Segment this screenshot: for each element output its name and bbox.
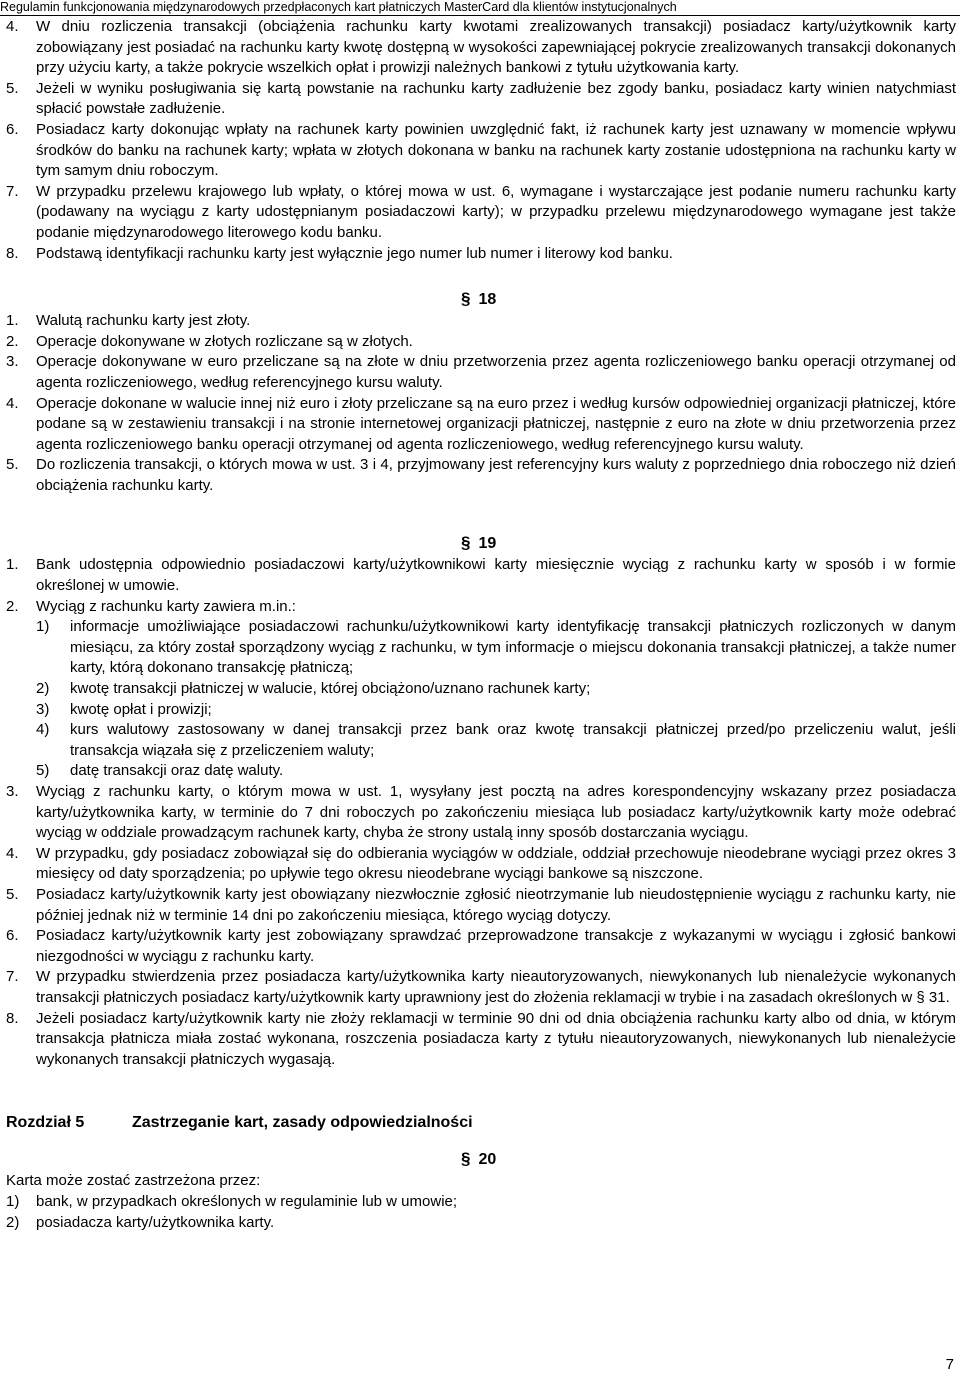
item-text: Do rozliczenia transakcji, o których mowa w ust. 3 i 4, przyjmowany jest referencyjny kurs waluty z poprzedniego dnia roboczego niż dzień obciążenia rachunku karty.	[36, 456, 956, 494]
item-text: W przypadku, gdy posiadacz zobowiązał się do odbierania wyciągów w oddziale, oddział przechowuje nieodebrane wyciągi przez okres 3 miesięcy od daty sporządzenia; po upływie tego okresu nieodebrane wyciągi bankowe są niszczone.	[36, 844, 956, 883]
item-text: Operacje dokonywane w euro przeliczane są na złote w dniu przetworzenia przez agenta rozliczeniowego banku operacji otrzymanej od agenta rozliczeniowego, według referencyjnego kursu waluty.	[36, 353, 956, 391]
list-item	[6, 182, 956, 244]
section-number: 18	[478, 291, 497, 309]
chapter-title: Zastrzeganie kart, zasady odpowiedzialności	[132, 1114, 473, 1132]
item-number: 2.	[6, 597, 19, 615]
item-number: 1)	[6, 1192, 20, 1210]
sub-list-item	[6, 700, 956, 721]
item-number: 6.	[6, 927, 19, 945]
running-header: Regulamin funkcjonowania międzynarodowych przedpłaconych kart płatniczych MasterCard dla klientów instytucjonalnych	[0, 0, 960, 16]
item-text: Posiadacz karty dokonując wpłaty na rachunek karty powinien uwzględnić fakt, iż rachunek karty jest uznawany w momencie wpływu środków do banku na rachunek karty; wpłata w złotych dokonana w banku na rachunek karty zostanie udostępniona na rachunku karty w tym samym dniu roboczym.	[36, 120, 956, 180]
item-text: Posiadacz karty/użytkownik karty jest zobowiązany sprawdzać przeprowadzone transakcje z wykazanymi w wyciągu i zgłosić bankowi niezgodności w wyciągu z rachunku karty.	[36, 927, 956, 965]
list-item	[6, 244, 956, 265]
item-number: 8.	[6, 1009, 19, 1027]
section-symbol: §	[461, 289, 471, 309]
item-number: 2.	[6, 332, 19, 350]
item-text: datę transakcji oraz datę waluty.	[70, 762, 284, 780]
list-item	[6, 394, 956, 456]
item-number: 1.	[6, 556, 19, 574]
section-heading	[6, 532, 956, 555]
item-number: 3.	[6, 353, 19, 371]
list-item	[6, 555, 956, 596]
item-number: 6.	[6, 120, 19, 138]
list-item	[6, 1009, 956, 1071]
list-item	[6, 1213, 956, 1234]
item-text: Bank udostępnia odpowiednio posiadaczowi karty/użytkownikowi karty miesięcznie wyciąg z rachunku karty w sposób i w formie określonej w umowie.	[36, 556, 956, 595]
list-item	[6, 597, 956, 618]
item-text: kwotę transakcji płatniczej w walucie, której obciążono/uznano rachunek karty;	[70, 680, 591, 698]
item-number: 1)	[36, 618, 50, 636]
item-text: kwotę opłat i prowizji;	[70, 700, 212, 718]
list-item	[6, 782, 956, 844]
section-20	[6, 1148, 956, 1233]
item-number: 7.	[6, 182, 19, 200]
item-number: 3)	[36, 700, 50, 718]
item-number: 4.	[6, 18, 19, 35]
document-body	[6, 17, 956, 1233]
item-text: Jeżeli posiadacz karty/użytkownik karty nie złoży reklamacji w terminie 90 dni od dnia obciążenia rachunku karty albo od dnia, w którym transakcja płatnicza miała zostać wykonana, roszczenia posiadacza karty z tytułu nieautoryzowanych, niewykonanych lub nienależycie wykonanych transakcji płatniczych wygasają.	[36, 1009, 956, 1068]
list-item	[6, 79, 956, 120]
section-intro: Karta może zostać zastrzeżona przez:	[6, 1172, 261, 1190]
item-text: bank, w przypadkach określonych w regulaminie lub w umowie;	[36, 1192, 458, 1210]
item-number: 5.	[6, 456, 19, 474]
section-heading	[6, 1148, 956, 1171]
item-text: kurs walutowy zastosowany w danej transakcji przez bank oraz kwotę transakcji płatniczej przed/po przeliczeniu walut, jeśli transakcja wiązała się z przeliczeniem waluty;	[70, 721, 956, 759]
item-number: 5.	[6, 79, 19, 97]
item-text: Wyciąg z rachunku karty, o którym mowa w ust. 1, wysyłany jest pocztą na adres korespondencyjny wskazany przez posiadacza karty/użytkownika karty, w terminie do 7 dni roboczych po zakończeniu miesiąca lub posiadacz karty/użytkownik karty może odebrać wyciąg w oddziale prowadzącym rachunek karty, chyba że strony ustalą inny sposób dostarczania wyciągu.	[36, 783, 956, 842]
item-text: posiadacza karty/użytkownika karty.	[36, 1213, 275, 1231]
section-18	[6, 288, 956, 496]
item-text: Wyciąg z rachunku karty zawiera m.in.:	[36, 597, 296, 615]
sub-list-item	[6, 761, 956, 782]
item-text: Operacje dokonane w walucie innej niż euro i złoty przeliczane są na euro przez i według kursów odpowiedniej organizacji płatniczej, które podane są w zestawieniu transakcji i na stronie internetowej organizacji płatniczej, następnie z euro na złote w dniu przetworzenia przez agenta rozliczeniowego banku operacji otrzymanej od agenta rozliczeniowego, według referencyjnego kursu waluty.	[36, 394, 956, 453]
item-number: 2)	[36, 680, 50, 698]
section-19	[6, 532, 956, 1070]
list-item	[6, 455, 956, 496]
chapter-heading	[6, 1112, 956, 1134]
item-number: 1.	[6, 312, 19, 330]
list-item	[6, 967, 956, 1008]
item-number: 4)	[36, 721, 50, 739]
item-number: 4.	[6, 394, 19, 412]
section-symbol: §	[461, 1149, 471, 1169]
list-item	[6, 885, 956, 926]
item-text: Walutą rachunku karty jest złoty.	[36, 312, 251, 330]
item-number: 7.	[6, 968, 19, 986]
item-text: Jeżeli w wyniku posługiwania się kartą powstanie na rachunku karty zadłużenie bez zgody banku, posiadacz karty winien natychmiast spłacić powstałe zadłużenie.	[36, 79, 956, 118]
section-heading	[6, 288, 956, 311]
list-item	[6, 311, 956, 332]
item-number: 3.	[6, 783, 19, 800]
item-text: W przypadku przelewu krajowego lub wpłaty, o której mowa w ust. 6, wymagane i wystarczające jest podanie numeru rachunku karty (podawany na wyciągu z karty udostępnianym posiadaczowi karty); w przypadku przelewu międzynarodowego wymagane jest także podanie międzynarodowego literowego kodu banku.	[36, 182, 956, 241]
item-number: 2)	[6, 1213, 20, 1231]
sub-list-item	[6, 679, 956, 700]
item-text: Operacje dokonywane w złotych rozliczane są w złotych.	[36, 332, 413, 350]
item-number: 5.	[6, 885, 19, 903]
page-number: 7	[945, 1356, 954, 1373]
item-number: 8.	[6, 244, 19, 262]
list-item	[6, 120, 956, 182]
list-item	[6, 926, 956, 967]
item-number: 4.	[6, 844, 19, 862]
chapter-label: Rozdział 5	[6, 1114, 85, 1132]
list-item	[6, 332, 956, 353]
section-number: 20	[478, 1151, 497, 1169]
sub-list-item	[6, 617, 956, 679]
item-text: Posiadacz karty/użytkownik karty jest obowiązany niezwłocznie zgłosić nieotrzymanie lub nieudostępnienie wyciągu z rachunku karty, nie później jednak niż w terminie 14 dni po zakończeniu miesiąca, którego wyciąg dotyczy.	[36, 885, 956, 924]
section-symbol: §	[461, 533, 471, 553]
list-item	[6, 17, 956, 79]
list-item	[6, 1192, 956, 1213]
section-17-continuation	[6, 17, 956, 264]
item-number: 5)	[36, 762, 50, 780]
list-item	[6, 844, 956, 885]
sub-list-item	[6, 720, 956, 761]
item-text: W dniu rozliczenia transakcji (obciążenia rachunku karty kwotami zrealizowanych transakcji) posiadacz karty/użytkownik karty zobowiązany jest posiadać na rachunku karty kwotę dostępną w wysokości zapewniającej pokrycie zrealizowanych transakcji dokonanych przy użyciu karty, a także pokrycie wszelkich opłat i prowizji należnych bankowi z tytułu użytkowania karty.	[36, 18, 956, 77]
item-text: Podstawą identyfikacji rachunku karty jest wyłącznie jego numer lub numer i literowy kod banku.	[36, 244, 673, 262]
list-item	[6, 352, 956, 393]
item-text: W przypadku stwierdzenia przez posiadacza karty/użytkownika karty nieautoryzowanych, niewykonanych lub nienależycie wykonanych transakcji płatniczych posiadacz karty/użytkownik karty uprawniony jest do złożenia reklamacji w trybie i na zasadach określonych w § 31.	[36, 968, 956, 1006]
item-text: informacje umożliwiające posiadaczowi rachunku/użytkownikowi karty identyfikację transakcji płatniczych rozliczonych w danym miesiącu, za który został sporządzony wyciąg z rachunku, w tym informacje o miejscu dokonania transakcji płatniczej, a także numer karty, którą dokonano transakcję płatniczą;	[70, 618, 956, 677]
section-number: 19	[478, 535, 497, 553]
